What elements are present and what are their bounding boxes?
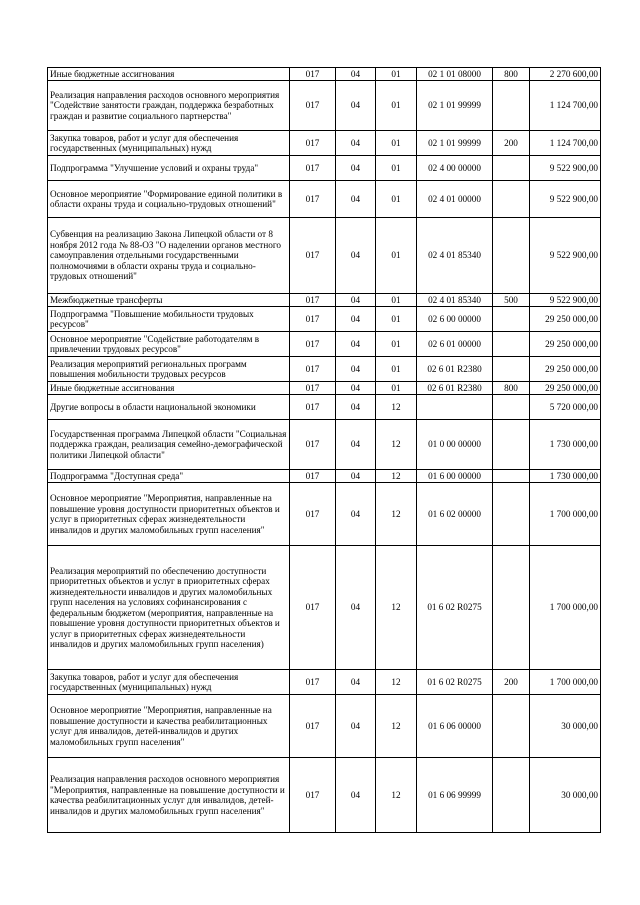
cell-subsection-code: 12 (376, 758, 417, 833)
cell-target-article: 02 4 00 00000 (417, 156, 493, 181)
cell-amount: 29 250 000,00 (530, 332, 601, 357)
table-row (48, 483, 601, 546)
cell-section-code: 04 (336, 546, 376, 670)
cell-expense-type (493, 156, 530, 181)
cell-name: Подпрограмма "Доступная среда" (48, 470, 290, 483)
cell-subsection-code: 01 (376, 294, 417, 307)
cell-name: Основное мероприятие "Содействие работодателям в привлечении трудовых ресурсов" (48, 332, 290, 357)
cell-amount: 29 250 000,00 (530, 307, 601, 332)
table-row (48, 695, 601, 758)
cell-section-code: 04 (336, 307, 376, 332)
cell-section-code: 04 (336, 181, 376, 218)
cell-subsection-code: 12 (376, 395, 417, 420)
cell-target-article: 02 6 01 R2380 (417, 382, 493, 395)
cell-ved-code: 017 (290, 483, 336, 546)
cell-amount: 29 250 000,00 (530, 382, 601, 395)
cell-ved-code: 017 (290, 546, 336, 670)
cell-target-article: 02 6 00 00000 (417, 307, 493, 332)
cell-subsection-code: 12 (376, 546, 417, 670)
cell-amount: 9 522 900,00 (530, 218, 601, 294)
cell-section-code: 04 (336, 294, 376, 307)
table-row (48, 470, 601, 483)
cell-amount: 2 270 600,00 (530, 68, 601, 81)
cell-section-code: 04 (336, 131, 376, 156)
cell-subsection-code: 01 (376, 156, 417, 181)
cell-expense-type: 500 (493, 294, 530, 307)
cell-ved-code: 017 (290, 670, 336, 695)
cell-expense-type: 200 (493, 131, 530, 156)
cell-expense-type (493, 546, 530, 670)
cell-ved-code: 017 (290, 218, 336, 294)
cell-name: Межбюджетные трансферты (48, 294, 290, 307)
cell-expense-type (493, 81, 530, 131)
cell-name: Основное мероприятие "Мероприятия, направленные на повышение уровня доступности приоритетных объектов и услуг в приоритетных сферах жизнедеятельности инвалидов и других маломобильных групп населения" (48, 483, 290, 546)
cell-expense-type (493, 470, 530, 483)
cell-expense-type (493, 218, 530, 294)
cell-subsection-code: 01 (376, 131, 417, 156)
cell-expense-type (493, 357, 530, 382)
cell-expense-type (493, 483, 530, 546)
cell-name: Реализация мероприятий по обеспечению доступности приоритетных объектов и услуг в приоритетных сферах жизнедеятельности инвалидов и других маломобильных групп населения на условиях софинансирования с федеральным бюджетом (мероприятия, направленные на повышение уровня доступности приоритетных объектов и услуг в приоритетных сферах жизнедеятельности инвалидов и других маломобильных групп населения) (48, 546, 290, 670)
cell-subsection-code: 01 (376, 218, 417, 294)
budget-table (47, 67, 601, 833)
cell-ved-code: 017 (290, 382, 336, 395)
cell-subsection-code: 12 (376, 420, 417, 470)
cell-section-code: 04 (336, 670, 376, 695)
cell-target-article: 01 6 06 00000 (417, 695, 493, 758)
budget-document-page (47, 67, 600, 833)
cell-expense-type (493, 181, 530, 218)
cell-section-code: 04 (336, 470, 376, 483)
table-row (48, 81, 601, 131)
cell-target-article: 02 6 01 R2380 (417, 357, 493, 382)
cell-amount: 9 522 900,00 (530, 156, 601, 181)
cell-target-article: 01 6 02 R0275 (417, 670, 493, 695)
cell-name: Подпрограмма "Повышение мобильности трудовых ресурсов" (48, 307, 290, 332)
cell-amount: 9 522 900,00 (530, 181, 601, 218)
cell-expense-type (493, 307, 530, 332)
table-row (48, 758, 601, 833)
cell-target-article: 01 6 02 00000 (417, 483, 493, 546)
cell-target-article: 02 4 01 85340 (417, 294, 493, 307)
cell-section-code: 04 (336, 81, 376, 131)
cell-section-code: 04 (336, 218, 376, 294)
table-row (48, 670, 601, 695)
table-row (48, 294, 601, 307)
cell-subsection-code: 12 (376, 483, 417, 546)
cell-target-article (417, 395, 493, 420)
cell-amount: 1 124 700,00 (530, 81, 601, 131)
cell-target-article: 01 6 00 00000 (417, 470, 493, 483)
cell-amount: 1 124 700,00 (530, 131, 601, 156)
table-row (48, 395, 601, 420)
cell-subsection-code: 01 (376, 357, 417, 382)
table-row (48, 131, 601, 156)
cell-ved-code: 017 (290, 131, 336, 156)
cell-amount: 9 522 900,00 (530, 294, 601, 307)
cell-subsection-code: 12 (376, 470, 417, 483)
cell-subsection-code: 12 (376, 695, 417, 758)
cell-name: Субвенция на реализацию Закона Липецкой области от 8 ноября 2012 года № 88-ОЗ "О наделении органов местного самоуправления отдельными государственными полномочиями в области охраны труда и социально-трудовых отношений" (48, 218, 290, 294)
cell-target-article: 01 0 00 00000 (417, 420, 493, 470)
cell-expense-type (493, 420, 530, 470)
cell-subsection-code: 01 (376, 332, 417, 357)
cell-name: Закупка товаров, работ и услуг для обеспечения государственных (муниципальных) нужд (48, 670, 290, 695)
cell-subsection-code: 01 (376, 382, 417, 395)
cell-section-code: 04 (336, 395, 376, 420)
cell-section-code: 04 (336, 420, 376, 470)
cell-name: Реализация мероприятий региональных программ повышения мобильности трудовых ресурсов (48, 357, 290, 382)
cell-amount: 30 000,00 (530, 758, 601, 833)
table-row (48, 357, 601, 382)
cell-ved-code: 017 (290, 470, 336, 483)
cell-name: Иные бюджетные ассигнования (48, 382, 290, 395)
cell-target-article: 01 6 02 R0275 (417, 546, 493, 670)
cell-target-article: 02 1 01 99999 (417, 131, 493, 156)
cell-name: Реализация направления расходов основного мероприятия "Мероприятия, направленные на повышение доступности и качества реабилитационных услуг для инвалидов, детей-инвалидов и других маломобильных групп населения" (48, 758, 290, 833)
cell-expense-type (493, 395, 530, 420)
cell-name: Другие вопросы в области национальной экономики (48, 395, 290, 420)
cell-expense-type (493, 758, 530, 833)
cell-ved-code: 017 (290, 420, 336, 470)
cell-ved-code: 017 (290, 294, 336, 307)
cell-ved-code: 017 (290, 332, 336, 357)
cell-name: Иные бюджетные ассигнования (48, 68, 290, 81)
cell-amount: 1 700 000,00 (530, 546, 601, 670)
cell-section-code: 04 (336, 483, 376, 546)
table-row (48, 307, 601, 332)
cell-subsection-code: 01 (376, 307, 417, 332)
cell-name: Основное мероприятие "Формирование единой политики в области охраны труда и социально-трудовых отношений" (48, 181, 290, 218)
table-row (48, 546, 601, 670)
cell-target-article: 02 1 01 08000 (417, 68, 493, 81)
cell-ved-code: 017 (290, 68, 336, 81)
cell-expense-type (493, 695, 530, 758)
cell-amount: 30 000,00 (530, 695, 601, 758)
cell-name: Закупка товаров, работ и услуг для обеспечения государственных (муниципальных) нужд (48, 131, 290, 156)
cell-subsection-code: 01 (376, 81, 417, 131)
cell-name: Основное мероприятие "Мероприятия, направленные на повышение доступности и качества реабилитационных услуг для инвалидов, детей-инвалидов и других маломобильных групп населения" (48, 695, 290, 758)
cell-amount: 1 730 000,00 (530, 470, 601, 483)
cell-section-code: 04 (336, 68, 376, 81)
table-row (48, 218, 601, 294)
cell-name: Реализация направления расходов основного мероприятия "Содействие занятости граждан, поддержка безработных граждан и развитие социального партнерства" (48, 81, 290, 131)
cell-section-code: 04 (336, 357, 376, 382)
cell-ved-code: 017 (290, 181, 336, 218)
cell-target-article: 01 6 06 99999 (417, 758, 493, 833)
table-row (48, 181, 601, 218)
cell-subsection-code: 01 (376, 68, 417, 81)
cell-amount: 29 250 000,00 (530, 357, 601, 382)
table-row (48, 420, 601, 470)
cell-ved-code: 017 (290, 395, 336, 420)
table-row (48, 156, 601, 181)
cell-target-article: 02 4 01 00000 (417, 181, 493, 218)
cell-section-code: 04 (336, 156, 376, 181)
cell-ved-code: 017 (290, 156, 336, 181)
cell-amount: 5 720 000,00 (530, 395, 601, 420)
table-row (48, 382, 601, 395)
table-row (48, 332, 601, 357)
budget-table-body (48, 68, 601, 833)
cell-section-code: 04 (336, 382, 376, 395)
cell-target-article: 02 4 01 85340 (417, 218, 493, 294)
cell-ved-code: 017 (290, 695, 336, 758)
cell-target-article: 02 6 01 00000 (417, 332, 493, 357)
cell-target-article: 02 1 01 99999 (417, 81, 493, 131)
cell-amount: 1 700 000,00 (530, 483, 601, 546)
cell-ved-code: 017 (290, 758, 336, 833)
cell-expense-type (493, 332, 530, 357)
cell-amount: 1 700 000,00 (530, 670, 601, 695)
table-row (48, 68, 601, 81)
cell-section-code: 04 (336, 332, 376, 357)
cell-ved-code: 017 (290, 357, 336, 382)
cell-subsection-code: 01 (376, 181, 417, 218)
cell-name: Государственная программа Липецкой области "Социальная поддержка граждан, реализация семейно-демографической политики Липецкой области" (48, 420, 290, 470)
cell-expense-type: 800 (493, 68, 530, 81)
cell-ved-code: 017 (290, 81, 336, 131)
cell-subsection-code: 12 (376, 670, 417, 695)
cell-section-code: 04 (336, 758, 376, 833)
cell-section-code: 04 (336, 695, 376, 758)
cell-expense-type: 200 (493, 670, 530, 695)
cell-name: Подпрограмма "Улучшение условий и охраны труда" (48, 156, 290, 181)
cell-amount: 1 730 000,00 (530, 420, 601, 470)
cell-ved-code: 017 (290, 307, 336, 332)
cell-expense-type: 800 (493, 382, 530, 395)
